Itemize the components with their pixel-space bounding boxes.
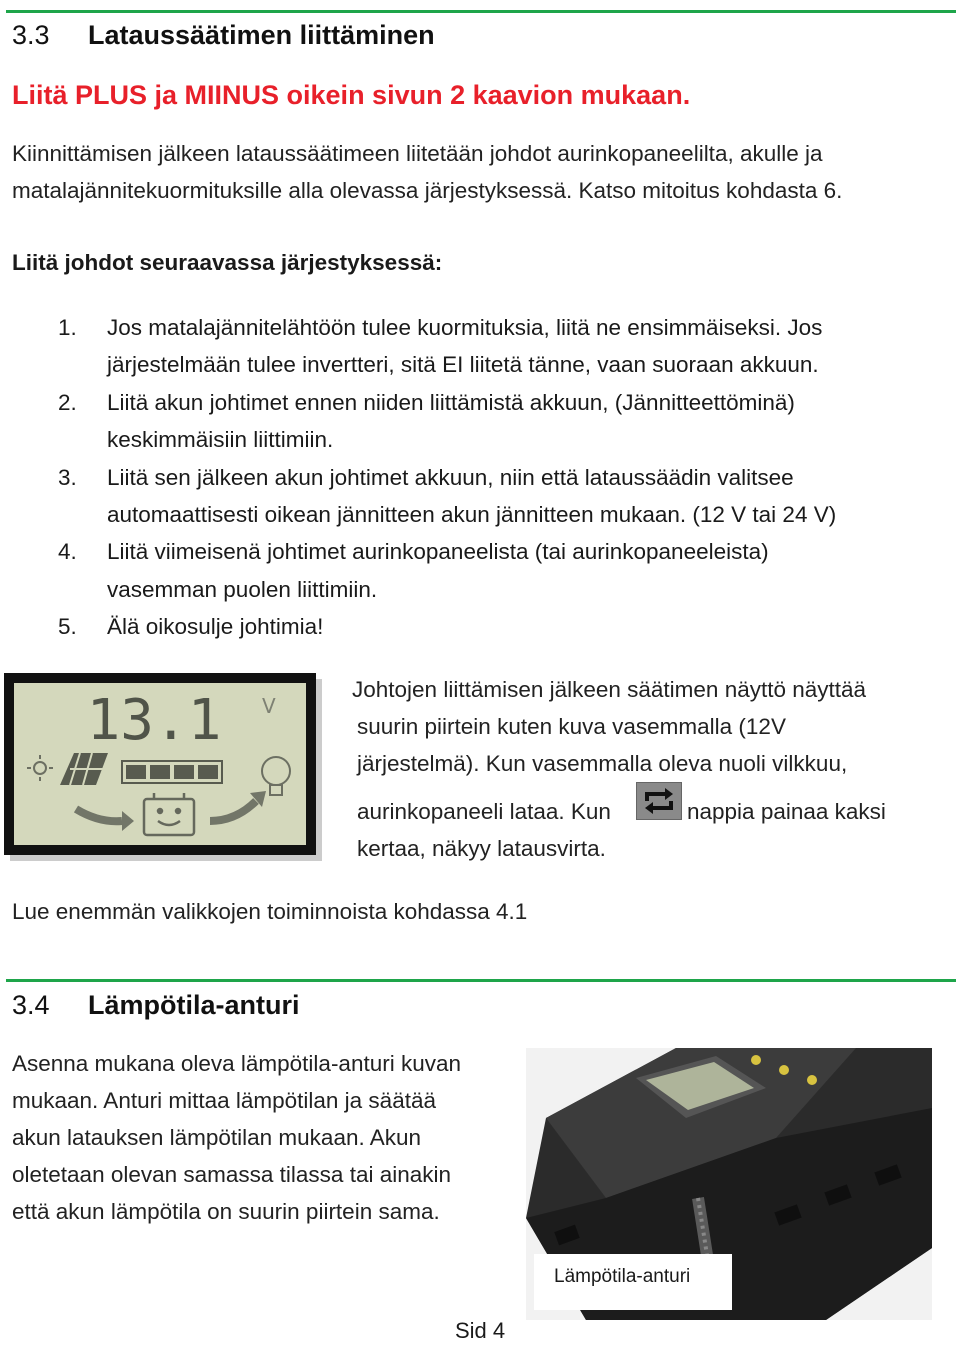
indicator-led <box>807 1075 817 1085</box>
display-text-line: järjestelmä). Kun vasemmalla oleva nuoli vilkkuu, <box>357 751 848 776</box>
step-number: 1. <box>58 315 77 340</box>
step-text: Jos matalajännitelähtöön tulee kuormituksia, liitä ne ensimmäiseksi. Jos <box>107 315 823 340</box>
steps-heading: Liitä johdot seuraavassa järjestyksessä: <box>12 250 443 275</box>
steps-list <box>0 309 897 646</box>
section-title: Lataussäätimen liittäminen <box>88 20 435 50</box>
sensor-text-line: Asenna mukana oleva lämpötila-anturi kuvan <box>12 1051 462 1076</box>
display-text-line: suurin piirtein kuten kuva vasemmalla (12V <box>357 714 786 739</box>
step-text: automaattisesti oikean jännitteen akun jännitteen mukaan. (12 V tai 24 V) <box>107 502 837 528</box>
list-item <box>0 608 897 645</box>
display-text-line: kertaa, näkyy latausvirta. <box>357 836 606 861</box>
display-text-line: Johtojen liittämisen jälkeen säätimen näyttö näyttää <box>352 677 867 702</box>
section-number: 3.4 <box>12 990 50 1020</box>
step-text: järjestelmään tulee invertteri, sitä EI liitetä tänne, vaan suoraan akkuun. <box>107 352 819 378</box>
intro-line: Kiinnittämisen jälkeen lataussäätimeen liitetään johdot aurinkopaneelilta, akulle ja <box>12 141 823 166</box>
page-number: Sid 4 <box>455 1318 506 1343</box>
sensor-text-line: että akun lämpötila on suurin piirtein sama. <box>12 1199 440 1224</box>
section-heading-3-3 <box>12 20 435 51</box>
indicator-led <box>779 1065 789 1075</box>
display-description <box>352 671 866 782</box>
step-text: Liitä akun johtimet ennen niiden liittämistä akkuun, (Jännitteettöminä) <box>107 389 795 415</box>
section-rule <box>6 979 956 982</box>
display-text-line: nappia painaa kaksi <box>687 799 886 824</box>
display-text-line: aurinkopaneeli lataa. Kun <box>357 799 611 824</box>
lcd-display-image <box>4 673 322 861</box>
step-text: Liitä viimeisenä johtimet aurinkopaneelista (tai aurinkopaneeleista) <box>107 539 769 565</box>
sensor-text-line: oletetaan olevan samassa tilassa tai ainakin <box>12 1162 452 1187</box>
lcd-reading: 13.1 <box>86 688 222 753</box>
step-text: Liitä sen jälkeen akun johtimet akkuun, niin että lataussäädin valitsee <box>107 464 794 490</box>
section-rule-top <box>6 10 956 13</box>
lcd-unit: V <box>262 694 276 718</box>
more-info-text: Lue enemmän valikkojen toiminnoista kohdassa 4.1 <box>12 899 528 924</box>
section-number: 3.3 <box>12 20 50 50</box>
step-number: 2. <box>58 389 77 415</box>
section-heading-3-4 <box>12 990 300 1021</box>
indicator-led <box>751 1055 761 1065</box>
step-number: 4. <box>58 539 77 565</box>
polarity-warning: Liitä PLUS ja MIINUS oikein sivun 2 kaavion mukaan. <box>12 80 691 110</box>
step-number: 3. <box>58 464 77 490</box>
list-item <box>0 459 897 534</box>
sensor-text-line: akun latauksen lämpötilan mukaan. Akun <box>12 1125 422 1150</box>
display-text-line <box>357 793 611 830</box>
photo-caption: Lämpötila-anturi <box>534 1254 732 1310</box>
list-item <box>0 384 897 459</box>
step-number: 5. <box>58 614 77 640</box>
list-item <box>0 309 897 384</box>
list-item <box>0 533 897 608</box>
intro-line: matalajännitekuormituksille alla olevassa järjestyksessä. Katso mitoitus kohdasta 6. <box>12 178 843 203</box>
section-title: Lämpötila-anturi <box>88 990 300 1020</box>
cycle-button-icon <box>636 782 682 820</box>
step-text: Älä oikosulje johtimia! <box>107 614 324 640</box>
step-text: vasemman puolen liittimiin. <box>107 576 378 602</box>
intro-paragraph <box>12 135 842 209</box>
sensor-paragraph <box>12 1045 461 1230</box>
step-text: keskimmäisiin liittimiin. <box>107 427 334 453</box>
sensor-text-line: mukaan. Anturi mittaa lämpötilan ja säätää <box>12 1088 436 1113</box>
